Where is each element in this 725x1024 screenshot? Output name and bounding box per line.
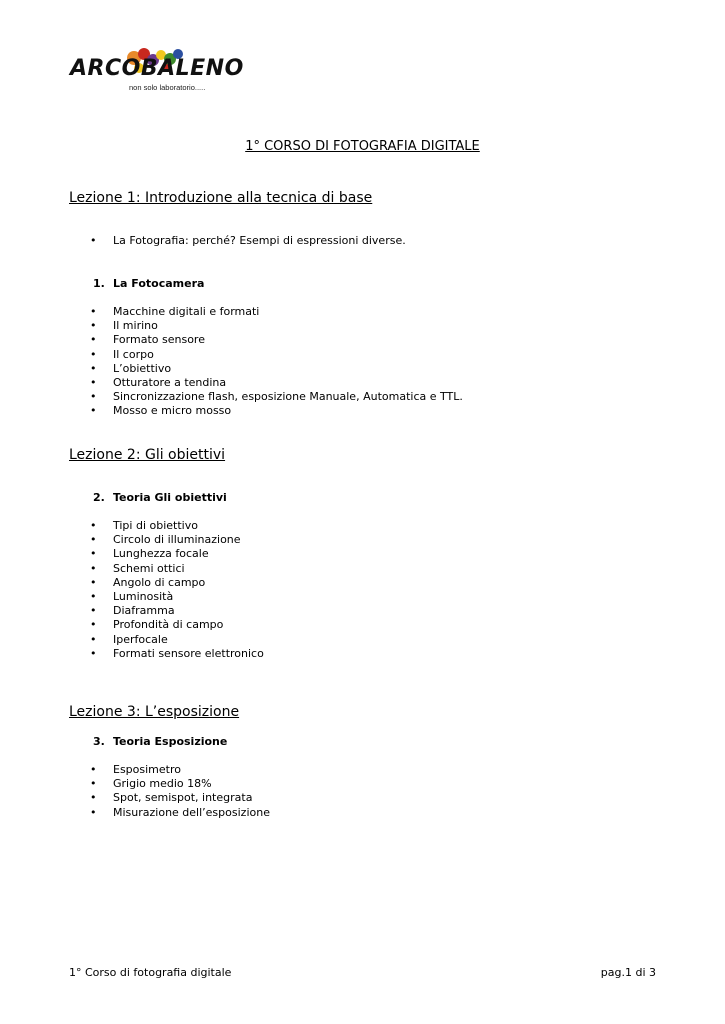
lesson-2-heading: Lezione 2: Gli obiettivi: [69, 447, 226, 463]
lesson-1-intro-list: [0, 234, 406, 248]
list-item: • Macchine digitali e formati: [90, 305, 260, 318]
document-title: 1° CORSO DI FOTOGRAFIA DIGITALE: [245, 139, 480, 154]
list-item: • Misurazione dell’esposizione: [90, 805, 270, 819]
section-2-title: 2. Teoria Gli obiettivi: [93, 491, 227, 504]
list-item: • Il mirino: [90, 319, 158, 333]
lesson-1-heading: Lezione 1: Introduzione alla tecnica di base: [69, 190, 373, 206]
list-item: • Luminosità: [90, 589, 174, 603]
lesson-3-heading: Lezione 3: L’esposizione: [69, 704, 240, 720]
section-3-list: [0, 763, 270, 820]
list-item: • Lunghezza focale: [90, 547, 209, 561]
section-1-list: [0, 305, 463, 419]
list-item: • Formati sensore elettronico: [90, 646, 264, 660]
section-1-title: 1. La Fotocamera: [93, 277, 205, 290]
list-item: • La Fotografia: perché? Esempi di espressioni diverse.: [90, 234, 406, 247]
list-item: • Grigio medio 18%: [90, 777, 212, 791]
list-item: • Mosso e micro mosso: [90, 404, 232, 418]
section-3-title: 3. Teoria Esposizione: [93, 735, 228, 748]
section-2-list: [0, 519, 264, 661]
list-item: • Il corpo: [90, 347, 154, 361]
list-item: • Diaframma: [90, 604, 175, 618]
logo-tagline: non solo laboratorio.....: [129, 83, 206, 92]
logo-wordmark: ARCOBALENO: [70, 56, 244, 81]
list-item: • Sincronizzazione flash, esposizione Manuale, Automatica e TTL.: [90, 390, 463, 404]
list-item: • Iperfocale: [90, 632, 168, 646]
footer-course-name: 1° Corso di fotografia digitale: [69, 966, 232, 979]
footer-page-number: pag.1 di 3: [600, 966, 656, 979]
list-item: • Schemi ottici: [90, 561, 185, 575]
list-item: • Profondità di campo: [90, 618, 224, 632]
list-item: • Circolo di illuminazione: [90, 533, 241, 547]
list-item: • Tipi di obiettivo: [90, 519, 198, 532]
list-item: • L’obiettivo: [90, 361, 172, 375]
list-item: • Formato sensore: [90, 333, 205, 347]
list-item: • Otturatore a tendina: [90, 375, 227, 389]
list-item: • Angolo di campo: [90, 575, 206, 589]
logo: [66, 46, 244, 96]
list-item: • Spot, semispot, integrata: [90, 791, 253, 805]
list-item: • Esposimetro: [90, 763, 181, 776]
